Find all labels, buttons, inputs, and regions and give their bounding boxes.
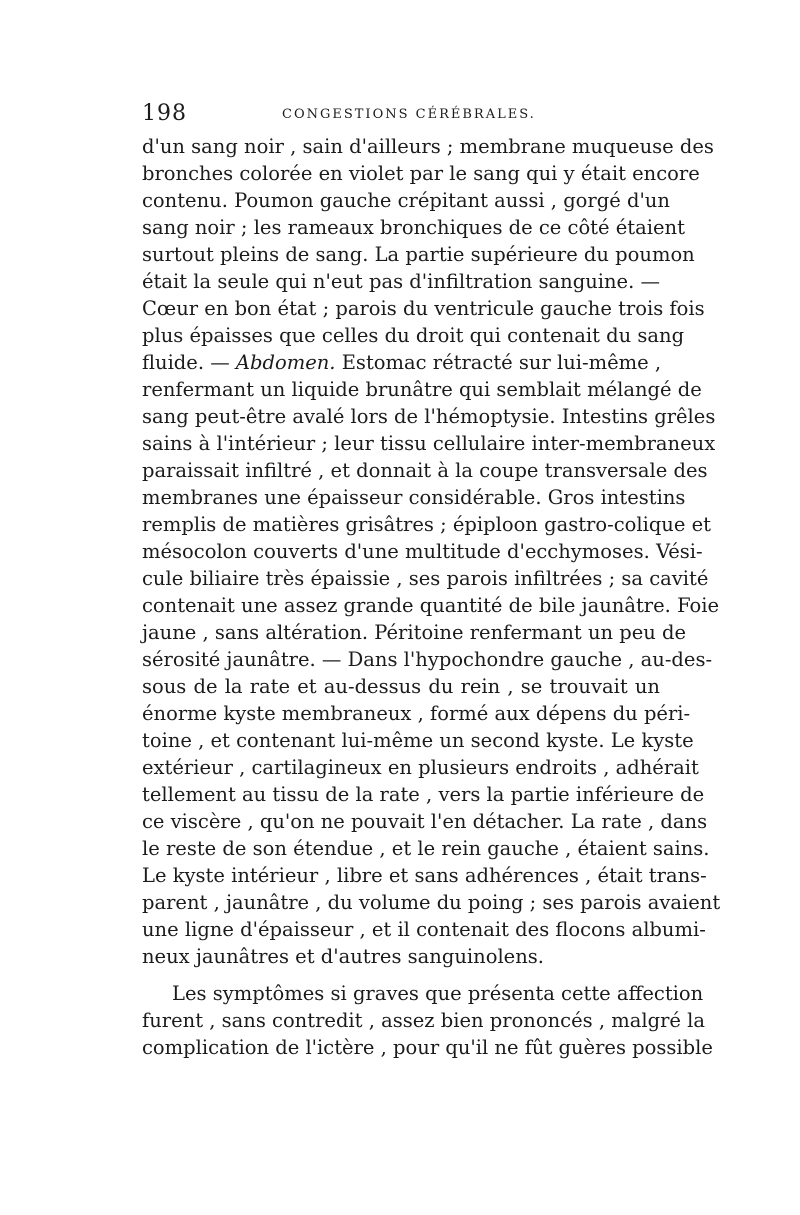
text-line: sérosité jaunâtre. — Dans l'hypochondre gauche , au-des-	[142, 648, 713, 671]
text-line: ce viscère , qu'on ne pouvait l'en détacher. La rate , dans	[142, 810, 708, 833]
text-line: sang noir ; les rameaux bronchiques de ce côté étaient	[142, 216, 685, 239]
text-line: membranes une épaisseur considérable. Gros intestins	[142, 486, 686, 509]
text-line-start: fluide. —	[142, 351, 236, 374]
text-line: complication de l'ictère , pour qu'il ne fût guères possible	[142, 1036, 713, 1059]
text-line: le reste de son étendue , et le rein gauche , étaient sains.	[142, 837, 710, 860]
text-line-end: Estomac rétracté sur lui-même ,	[335, 351, 662, 374]
text-line: surtout pleins de sang. La partie supérieure du poumon	[142, 243, 695, 266]
text-line: cule biliaire très épaissie , ses parois infiltrées ; sa cavité	[142, 567, 709, 590]
body-text	[142, 133, 721, 1061]
text-line: énorme kyste membraneux , formé aux dépens du péri-	[142, 702, 691, 725]
page-header	[142, 101, 660, 125]
text-line: une ligne d'épaisseur , et il contenait des flocons albumi-	[142, 918, 706, 941]
text-line: jaune , sans altération. Péritoine renfermant un peu de	[142, 621, 687, 644]
text-line: furent , sans contredit , assez bien prononcés , malgré la	[142, 1009, 705, 1032]
running-head: CONGESTIONS CÉRÉBRALES.	[282, 107, 536, 122]
text-line: paraissait infiltré , et donnait à la coupe transversale des	[142, 459, 708, 482]
text-line: mésocolon couverts d'une multitude d'ecchymoses. Vési-	[142, 540, 703, 563]
text-line: bronches colorée en violet par le sang qui y était encore	[142, 162, 700, 185]
text-line: extérieur , cartilagineux en plusieurs endroits , adhérait	[142, 756, 699, 779]
text-line: sains à l'intérieur ; leur tissu cellulaire inter-membraneux	[142, 432, 716, 455]
text-line: toine , et contenant lui-même un second kyste. Le kyste	[142, 729, 694, 752]
text-line: sang peut-être avalé lors de l'hémoptysie. Intestins grêles	[142, 405, 716, 428]
text-line: plus épaisses que celles du droit qui contenait du sang	[142, 324, 685, 347]
text-line: parent , jaunâtre , du volume du poing ; ses parois avaient	[142, 891, 721, 914]
paragraph-first-line: Les symptômes si graves que présenta cette affection	[172, 982, 704, 1005]
text-line: renfermant un liquide brunâtre qui semblait mélangé de	[142, 378, 702, 401]
text-line: Le kyste intérieur , libre et sans adhérences , était trans-	[142, 864, 707, 887]
text-line: remplis de matières grisâtres ; épiploon gastro-colique et	[142, 513, 711, 536]
text-line: contenait une assez grande quantité de bile jaunâtre. Foie	[142, 594, 720, 617]
text-line: contenu. Poumon gauche crépitant aussi , gorgé d'un	[142, 189, 670, 212]
text-line: Cœur en bon état ; parois du ventricule gauche trois fois	[142, 297, 705, 320]
page-number: 198	[142, 101, 187, 126]
text-line: d'un sang noir , sain d'ailleurs ; membrane muqueuse des	[142, 135, 714, 158]
text-line-abdomen	[142, 349, 660, 376]
text-line: tellement au tissu de la rate , vers la partie inférieure de	[142, 783, 705, 806]
text-line: sous de la rate et au-dessus du rein , se trouvait un	[142, 675, 660, 698]
paragraph-last-line: neux jaunâtres et d'autres sanguinolens.	[142, 945, 544, 968]
section-heading-abdomen: Abdomen.	[235, 351, 336, 374]
text-line: était la seule qui n'eut pas d'infiltration sanguine. —	[142, 270, 660, 293]
